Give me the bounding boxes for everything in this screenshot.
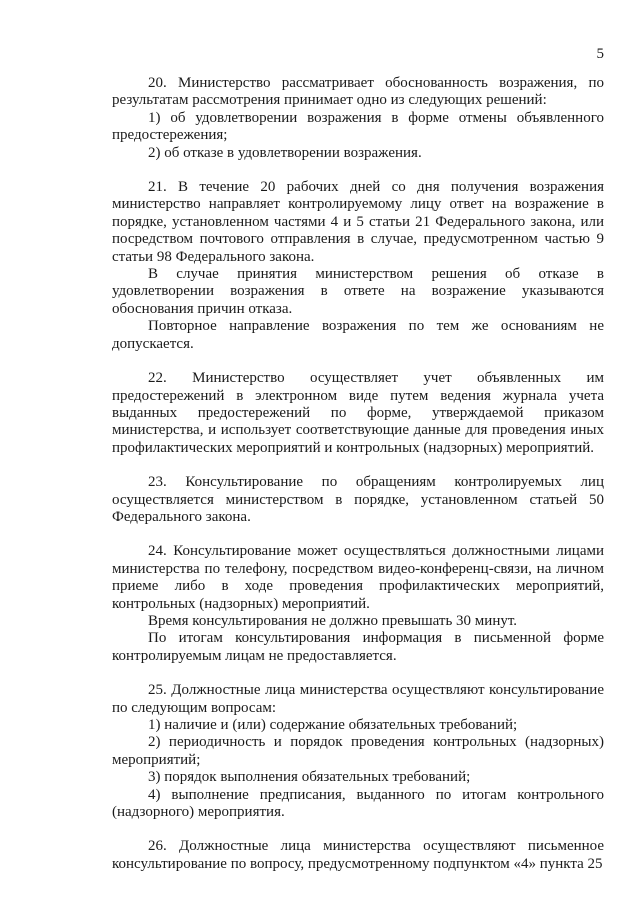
section-26 [112,838,604,873]
paragraph: 22. Министерство осуществляет учет объявленных им предостережений в электронном виде путем ведения журнала учета выданных предостережений по форме, утверждаемой приказом министерства, и использует соответствующие данные для проведения иных профилактических мероприятий и контрольных (надзорных) мероприятий. [112,370,604,456]
paragraph: Повторное направление возражения по тем же основаниям не допускается. [112,318,604,352]
paragraph: 24. Консультирование может осуществляться должностными лицами министерства по телефону, посредством видео-конференц-связи, на личном приеме либо в ходе проведения профилактических мероприятий, контрольных (надзорных) мероприятий. [112,543,604,612]
section-25 [112,682,604,821]
paragraph: 1) наличие и (или) содержание обязательных требований; [148,717,518,733]
paragraph: 3) порядок выполнения обязательных требований; [148,769,471,786]
section-24 [112,543,604,665]
section-21 [112,179,604,353]
section-20 [112,75,604,162]
document-body [112,75,604,873]
paragraph: 4) выполнение предписания, выданного по итогам контрольного (надзорного) мероприятия. [112,786,604,821]
page-number: 5 [596,46,604,62]
paragraph: 20. Министерство рассматривает обоснованность возражения, по результатам рассмотрения принимает одно из следующих решений: [112,75,604,109]
paragraph: 23. Консультирование по обращениям контролируемых лиц осуществляется министерством в порядке, установленном статьей 50 Федерального закона. [112,474,604,525]
paragraph: Время консультирования не должно превышать 30 минут. [148,612,518,629]
paragraph: 2) периодичность и порядок проведения контрольных (надзорных) мероприятий; [112,734,604,768]
paragraph: 2) об отказе в удовлетворении возражения. [148,144,422,161]
paragraph: 1) об удовлетворении возражения в форме отмены объявленного предостережения; [112,109,604,144]
paragraph: 26. Должностные лица министерства осуществляют письменное консультирование по вопросу, предусмотренному подпунктом «4» пункта 25 [112,838,604,872]
paragraph: 21. В течение 20 рабочих дней со дня получения возражения министерство направляет контролируемому лицу ответ на возражение в порядке, установленном частями 4 и 5 статьи 21 Федерального закона, или посредством почтового отправления в случае, предусмотренном частью 9 статьи 98 Федерального закона. [112,179,604,265]
section-22 [112,370,604,457]
paragraph: 25. Должностные лица министерства осуществляют консультирование по следующим вопросам: [112,682,604,716]
paragraph: По итогам консультирования информация в письменной форме контролируемым лицам не предоставляется. [112,630,604,664]
paragraph: В случае принятия министерством решения об отказе в удовлетворении возражения в ответе на возражение указываются обоснования причин отказа. [112,266,604,317]
section-23 [112,474,604,526]
